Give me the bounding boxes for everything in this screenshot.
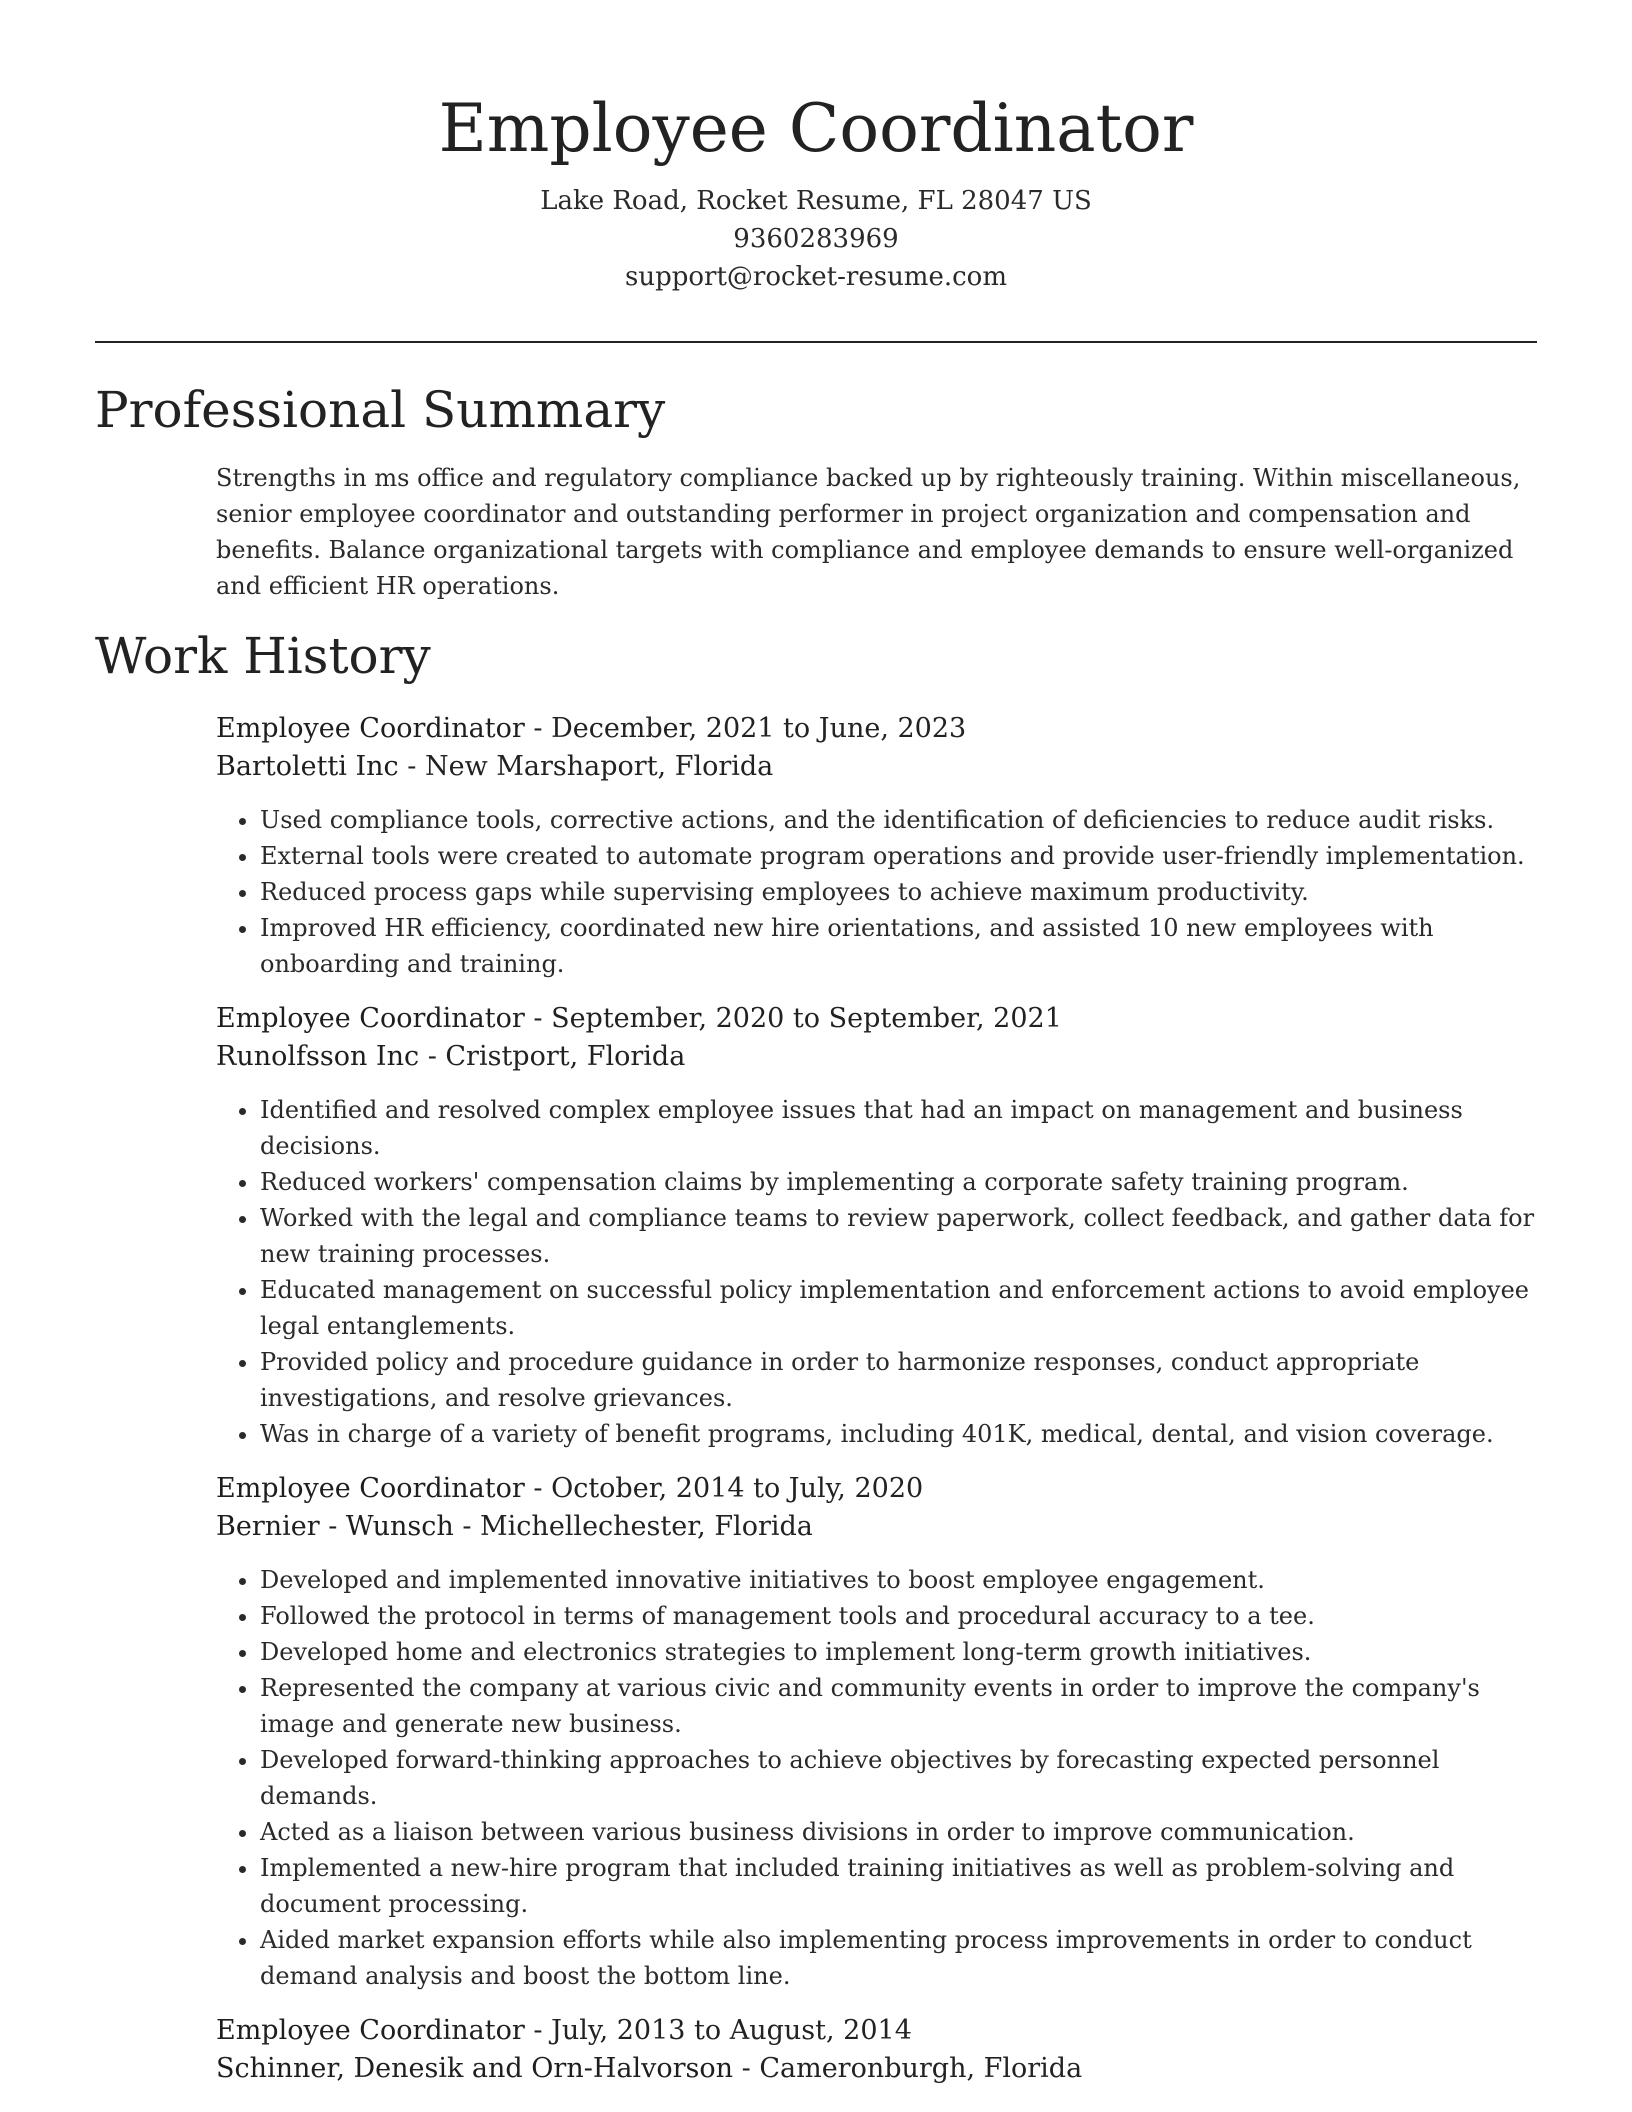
work-entry: [216, 710, 1541, 982]
job-title-line: [216, 1470, 1541, 1508]
job-bullet: • Acted as a liaison between various business divisions in order to improve communication.: [260, 1814, 1541, 1850]
work-entry: [216, 1000, 1541, 1452]
job-bullet: • Identified and resolved complex employee issues that had an impact on management and business decisions.: [260, 1092, 1541, 1164]
job-location: - Cameronburgh, Florida: [733, 2053, 1083, 2084]
job-location: - Michellechester, Florida: [453, 1511, 813, 1542]
job-role: Employee Coordinator: [216, 2015, 525, 2046]
work-history-list: [216, 710, 1541, 2106]
job-company-line: [216, 748, 1541, 786]
job-title-line: [216, 1000, 1541, 1038]
job-company: Bartoletti Inc: [216, 751, 399, 782]
job-bullet: • Developed forward-thinking approaches to achieve objectives by forecasting expected personnel demands.: [260, 1742, 1541, 1814]
job-bullet: • Improved HR efficiency, coordinated new hire orientations, and assisted 10 new employees with onboarding and training.: [260, 910, 1541, 982]
job-bullet: • Reduced workers' compensation claims by implementing a corporate safety training program.: [260, 1164, 1541, 1200]
header-divider: [95, 341, 1537, 343]
job-bullet: • Developed and implemented innovative initiatives to boost employee engagement.: [260, 1562, 1541, 1598]
job-bullet: • Developed home and electronics strategies to implement long-term growth initiatives.: [260, 1634, 1541, 1670]
job-bullet: • Represented the company at various civic and community events in order to improve the company's image and generate new business.: [260, 1670, 1541, 1742]
job-bullets: [216, 802, 1541, 982]
job-role: Employee Coordinator: [216, 713, 525, 744]
job-role: Employee Coordinator: [216, 1473, 525, 1504]
contact-phone: 9360283969: [733, 224, 899, 254]
job-company: Runolfsson Inc: [216, 1041, 420, 1072]
job-location: - New Marshaport, Florida: [398, 751, 774, 782]
job-bullet: • External tools were created to automate program operations and provide user-friendly implementation.: [260, 838, 1541, 874]
job-dates: - July, 2013 to August, 2014: [524, 2015, 912, 2046]
section-title-work-history: Work History: [95, 627, 431, 685]
contact-email: support@rocket-resume.com: [624, 262, 1007, 292]
section-title-summary: Professional Summary: [95, 381, 666, 439]
work-entry: [216, 1470, 1541, 1994]
job-location: - Cristport, Florida: [419, 1041, 686, 1072]
job-bullets: [216, 1092, 1541, 1452]
job-company: Schinner, Denesik and Orn-Halvorson: [216, 2053, 734, 2084]
job-company-line: [216, 1038, 1541, 1076]
job-bullet: • Educated management on successful policy implementation and enforcement actions to avoid employee legal entanglements.: [260, 1272, 1541, 1344]
job-bullets: [216, 1562, 1541, 1994]
summary-text: Strengths in ms office and regulatory compliance backed up by righteously training. Within miscellaneous, senior employee coordinator and outstanding performer in project organization and compensation and benefits. Balance organizational targets with compliance and employee demands to ensure well-organized and efficient HR operations.: [216, 464, 1521, 600]
contact-address: Lake Road, Rocket Resume, FL 28047 US: [540, 186, 1092, 216]
job-role: Employee Coordinator: [216, 1003, 525, 1034]
job-company-line: [216, 2050, 1541, 2088]
job-bullet: • Followed the protocol in terms of management tools and procedural accuracy to a tee.: [260, 1598, 1541, 1634]
job-bullet: • Provided policy and procedure guidance in order to harmonize responses, conduct appropriate investigations, and resolve grievances.: [260, 1344, 1541, 1416]
job-bullet: • Worked with the legal and compliance teams to review paperwork, collect feedback, and gather data for new training processes.: [260, 1200, 1541, 1272]
job-title-line: [216, 2012, 1541, 2050]
job-dates: - October, 2014 to July, 2020: [524, 1473, 924, 1504]
job-company-line: [216, 1508, 1541, 1546]
resume-name: Employee Coordinator: [438, 90, 1194, 167]
job-dates: - December, 2021 to June, 2023: [524, 713, 967, 744]
job-dates: - September, 2020 to September, 2021: [524, 1003, 1062, 1034]
job-bullet: • Was in charge of a variety of benefit programs, including 401K, medical, dental, and vision coverage.: [260, 1416, 1541, 1452]
job-bullet: • Aided market expansion efforts while also implementing process improvements in order to conduct demand analysis and boost the bottom line.: [260, 1922, 1541, 1994]
resume-header: [0, 0, 1632, 296]
work-entry: [216, 2012, 1541, 2088]
job-title-line: [216, 710, 1541, 748]
job-bullet: • Reduced process gaps while supervising employees to achieve maximum productivity.: [260, 874, 1541, 910]
job-company: Bernier - Wunsch: [216, 1511, 454, 1542]
job-bullet: • Used compliance tools, corrective actions, and the identification of deficiencies to reduce audit risks.: [260, 802, 1541, 838]
job-bullet: • Implemented a new-hire program that included training initiatives as well as problem-solving and document processing.: [260, 1850, 1541, 1922]
